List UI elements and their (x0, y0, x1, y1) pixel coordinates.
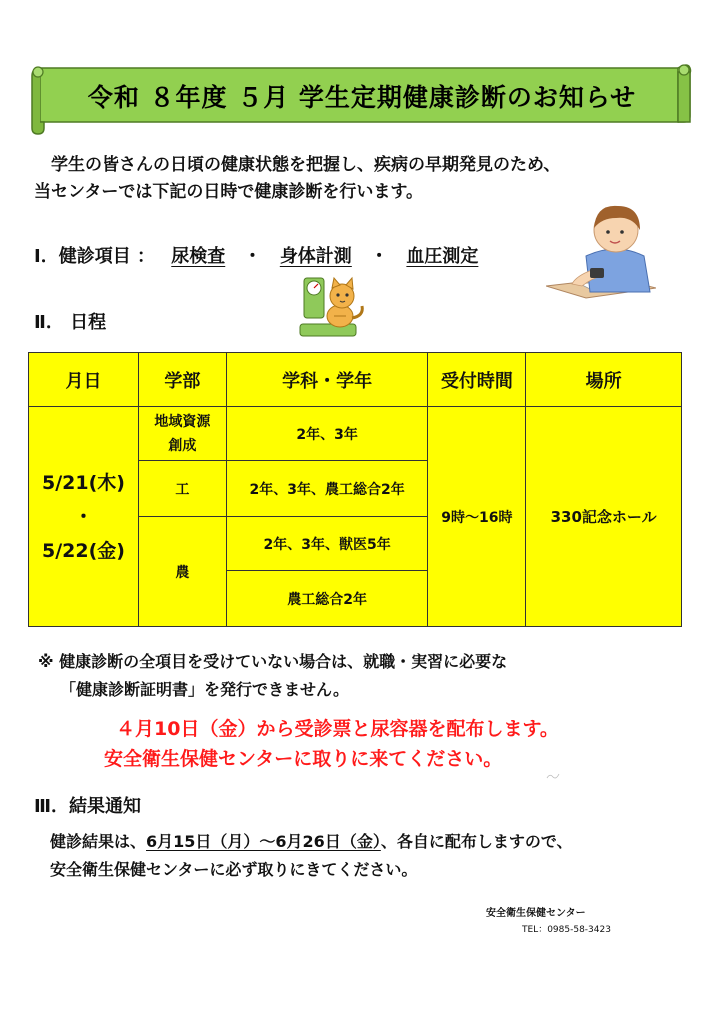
header-reception-time: 受付時間 (428, 353, 526, 407)
notice-line-1: ４月10日（金）から受診票と尿容器を配布します。 (116, 718, 559, 740)
distribution-notice (104, 714, 559, 774)
header-faculty: 学部 (138, 353, 226, 407)
student-blood-pressure-illustration (546, 198, 656, 302)
page-title: 令和 ８年度 ５月 学生定期健康診断のお知らせ (87, 83, 637, 112)
header-department-year: 学科・学年 (226, 353, 428, 407)
results-text (50, 828, 573, 884)
section1-heading: Ⅰ．健診項目 ： (34, 246, 155, 267)
results-prefix: 健診結果は、 (50, 832, 147, 851)
intro-line-2: 当センターでは下記の日時で健康診断を行います。 (34, 182, 423, 202)
certificate-note (38, 648, 507, 704)
date-separator: ・ (73, 505, 93, 528)
section-checkup-items (34, 242, 478, 268)
cat-on-scale-illustration (296, 276, 376, 342)
results-line-1 (50, 828, 573, 856)
title-banner (30, 58, 694, 140)
table-row (29, 407, 682, 461)
note-line-1: ※ 健康診断の全項目を受けていない場合は、就職・実習に必要な (38, 652, 508, 671)
table-header-row (29, 353, 682, 407)
decorative-mark-icon (546, 772, 560, 780)
faculty-cell (138, 407, 226, 461)
results-line-2: 安全衛生保健センターに必ず取りにきてください。 (50, 860, 418, 879)
footer-contact (486, 906, 611, 938)
faculty-cell: 工 (138, 461, 226, 517)
header-date: 月日 (29, 353, 139, 407)
item-body-measurement: 身体計測 (279, 246, 352, 267)
time-cell: 9時～16時 (428, 407, 526, 627)
schedule-table (28, 352, 682, 627)
venue-cell: 330記念ホール (526, 407, 682, 627)
faculty-name-line2: 創成 (168, 437, 197, 454)
item-separator: ・ (243, 246, 262, 267)
notice-line-2: 安全衛生保健センターに取りに来てください。 (104, 748, 503, 770)
date-second: 5/22(金) (41, 539, 125, 562)
department-cell: 2年、3年、農工総合2年 (226, 461, 428, 517)
department-cell: 2年、3年、獣医5年 (226, 517, 428, 571)
department-cell: 2年、3年 (226, 407, 428, 461)
header-venue: 場所 (526, 353, 682, 407)
footer-tel: TEL：0985-58-3423 (522, 925, 611, 935)
item-urine-test: 尿検査 (171, 246, 226, 267)
intro-line-1: 学生の皆さんの日頃の健康状態を把握し、疾病の早期発見のため、 (51, 155, 561, 175)
department-cell: 農工総合2年 (226, 571, 428, 627)
date-cell (29, 407, 139, 627)
section-results-heading: Ⅲ．結果通知 (34, 796, 142, 817)
faculty-name-line1: 地域資源 (154, 413, 211, 430)
faculty-cell: 農 (138, 517, 226, 627)
footer-org: 安全衛生保健センター (486, 908, 586, 919)
note-line-2: 「健康診断証明書」を発行できません。 (60, 680, 349, 699)
results-suffix: 、各自に配布しますので、 (380, 832, 573, 851)
item-blood-pressure: 血圧測定 (406, 246, 479, 267)
section-schedule-heading: Ⅱ． 日程 (34, 312, 107, 333)
item-separator: ・ (370, 246, 389, 267)
results-dates: 6月15日（月）～6月26日（金） (146, 832, 381, 851)
date-first: 5/21(木) (41, 471, 125, 494)
